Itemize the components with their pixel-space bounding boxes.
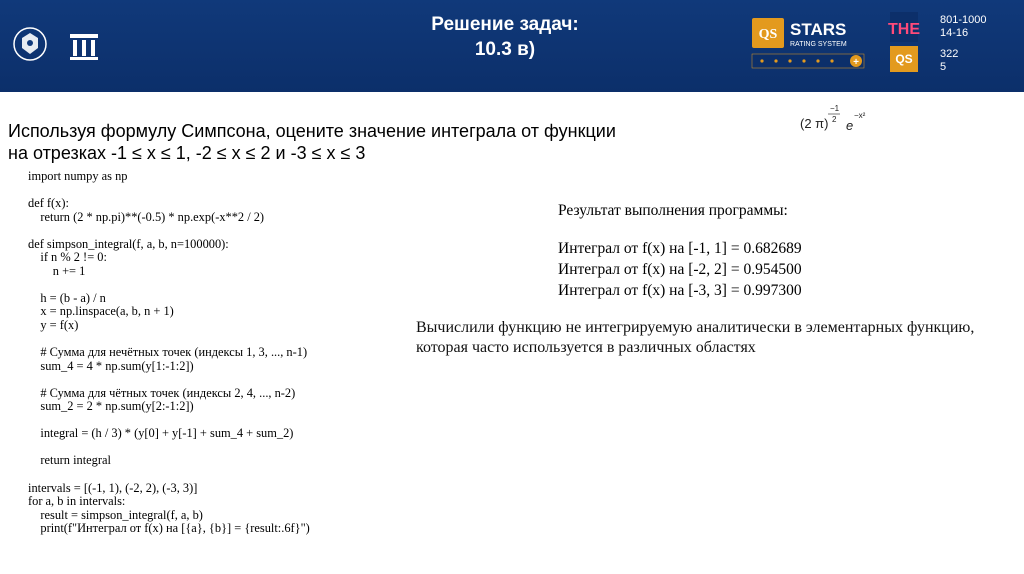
- header-bar: [0, 0, 1024, 92]
- institute-logo-icon: [64, 20, 104, 68]
- page-title: Решение задач: 10.3 в): [431, 14, 579, 60]
- code-line: result = simpson_integral(f, a, b): [28, 507, 203, 522]
- svg-text:RATING SYSTEM: RATING SYSTEM: [790, 41, 847, 48]
- the-logo: [890, 12, 918, 42]
- task-statement: Используя формулу Симпсона, оцените значение интеграла от функции на отрезках -1 ≤ x ≤ 1, -2 ≤ x ≤ 2 и -3 ≤ x ≤ 3: [8, 121, 616, 163]
- result-line: Интеграл от f(x) на [-2, 2] = 0.954500: [558, 261, 802, 278]
- code-line: return (2 * np.pi)**(-0.5) * np.exp(-x**2 / 2): [28, 209, 265, 224]
- svg-text:(2 π): (2 π): [800, 116, 829, 131]
- code-line: [28, 333, 310, 347]
- gaussian-formula: [798, 104, 878, 136]
- code-listing: [28, 170, 310, 536]
- code-line: [28, 441, 310, 455]
- code-line: sum_4 = 4 * np.sum(y[1:-1:2]): [28, 358, 194, 373]
- qs-stars-logo: [752, 16, 872, 72]
- code-line: integral = (h / 3) * (y[0] + y[-1] + sum_4 + sum_2): [28, 426, 294, 441]
- university-crest-icon: [10, 20, 50, 68]
- code-line: if n % 2 != 0:: [28, 250, 107, 265]
- svg-text:2: 2: [832, 115, 837, 124]
- code-line: y = f(x): [28, 318, 79, 333]
- result-line: Интеграл от f(x) на [-3, 3] = 0.997300: [558, 282, 802, 299]
- code-line: def simpson_integral(f, a, b, n=100000):: [28, 236, 229, 251]
- svg-text:THE: THE: [888, 21, 920, 38]
- code-line: [28, 414, 310, 428]
- code-line: x = np.linspace(a, b, n + 1): [28, 304, 174, 319]
- code-line: [28, 468, 310, 482]
- code-line: import numpy as np: [28, 169, 128, 183]
- code-line: sum_2 = 2 * np.sum(y[2:-1:2]): [28, 399, 194, 414]
- the-ranking: 801-1000 14-16: [940, 14, 987, 39]
- code-line: for a, b in intervals:: [28, 494, 126, 509]
- code-line: def f(x):: [28, 196, 69, 211]
- code-line: intervals = [(-1, 1), (-2, 2), (-3, 3)]: [28, 480, 198, 495]
- svg-text:−x²: −x²: [854, 111, 866, 120]
- code-line: n += 1: [28, 263, 86, 278]
- svg-text:QS: QS: [758, 27, 778, 42]
- code-line: # Сумма для нечётных точек (индексы 1, 3, ..., n-1): [28, 345, 308, 360]
- code-line: [28, 224, 310, 238]
- conclusion-text: Вычислили функцию не интегрируемую аналитически в элементарных функцию, которая часто используется в различных областях: [416, 319, 975, 356]
- code-line: return integral: [28, 453, 111, 468]
- svg-text:−1: −1: [830, 104, 840, 113]
- qs-small-logo: QS: [890, 46, 918, 72]
- result-line: Интеграл от f(x) на [-1, 1] = 0.682689: [558, 240, 802, 257]
- svg-text:+: +: [853, 57, 859, 68]
- svg-text:STARS: STARS: [790, 20, 847, 39]
- code-line: [28, 278, 310, 292]
- code-line: h = (b - a) / n: [28, 290, 106, 305]
- code-line: # Сумма для чётных точек (индексы 2, 4, ..., n-2): [28, 385, 296, 400]
- svg-text:e: e: [846, 118, 854, 133]
- qs-ranking: 322 5: [940, 48, 959, 73]
- code-line: print(f"Интеграл от f(x) на [{a}, {b}] = {result:.6f}"): [28, 521, 310, 536]
- results-title: Результат выполнения программы:: [558, 202, 788, 219]
- code-line: [28, 373, 310, 387]
- code-line: [28, 184, 310, 198]
